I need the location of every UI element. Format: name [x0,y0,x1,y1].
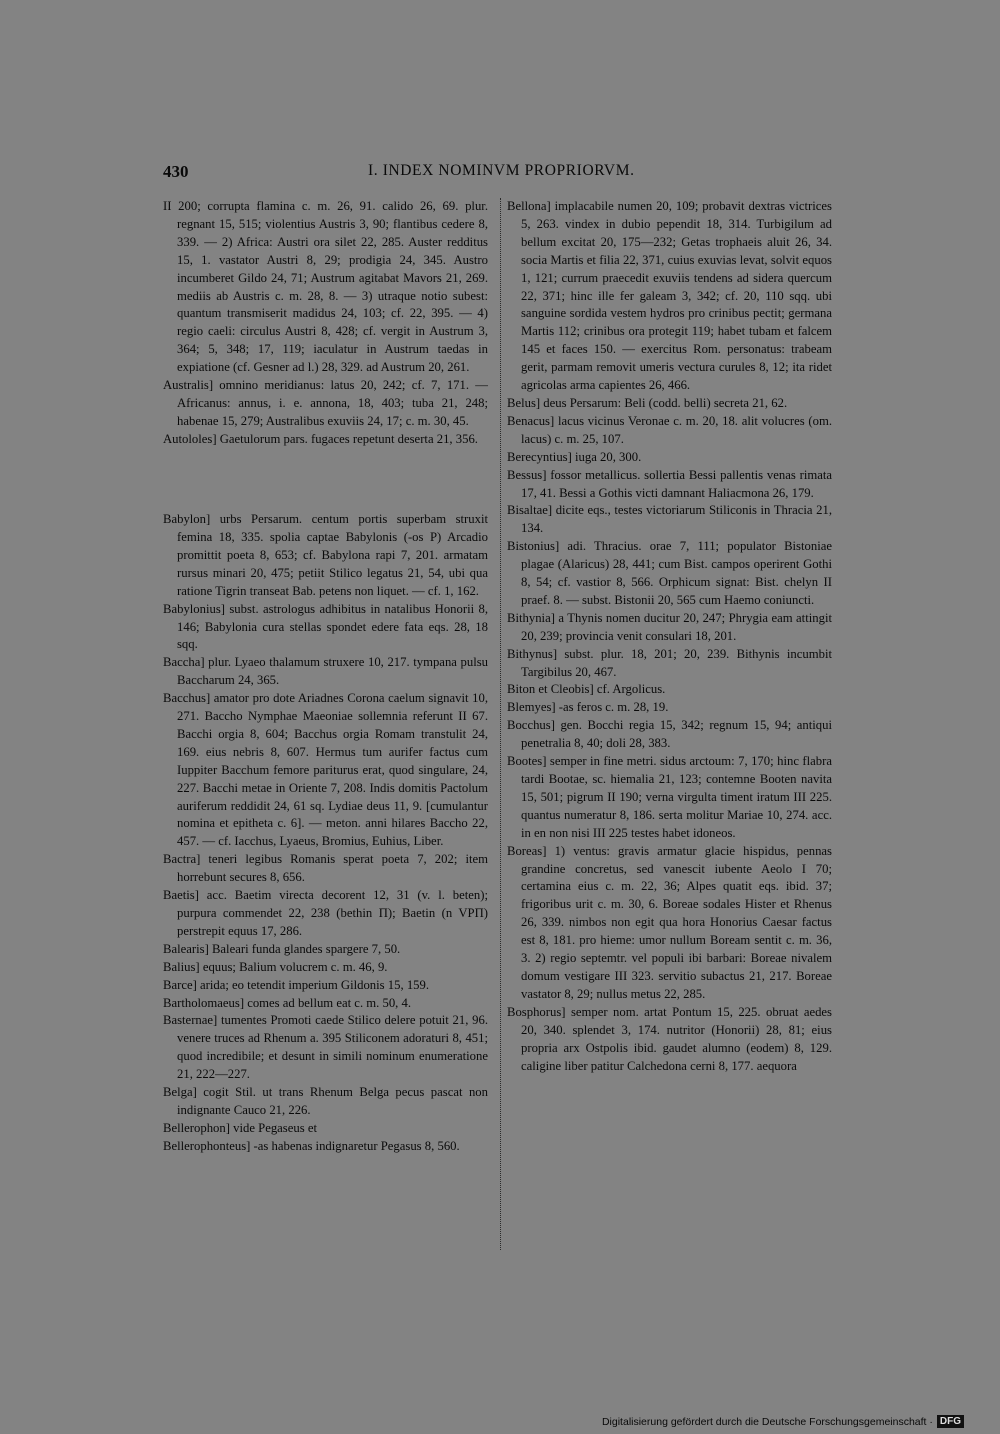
index-entry: Barce] arida; eo tetendit imperium Gildonis 15, 159. [163,977,430,992]
index-entry: Biton et Cleobis] cf. Argolicus. [507,682,666,697]
index-entry: Bosphorus] semper nom. artat Pontum 15, 225. obruat aedes 20, 340. splendet 3, 174. nutritor (Honorii) 28, 81; eius propria arx Ostpolis ibid. gaudet alumno (eodem) 8, 129. caligine liber patitur Calchedona cerni 8, 177. aequora [507,1004,832,1073]
index-entry: Autololes] Gaetulorum pars. fugaces repetunt deserta 21, 356. [163,431,478,446]
index-entry: Babylon] urbs Persarum. centum portis superbam struxit femina 18, 335. spolia captae Babylonis (-os P) Arcadio promittit poeta 8, 653; cf. Babylona rapi 7, 201. armatam rursus minari 20, 475; petiit Stilico legatus 21, 54, ubi qua ratione Tigrin transeat Bab. petens non liquet. — cf. 1, 162. [163,512,488,598]
index-entry: Balius] equus; Balium volucrem c. m. 46, 9. [163,959,388,974]
index-entry: Bactra] teneri legibus Romanis sperat poeta 7, 202; item horrebunt secures 8, 656. [163,852,488,885]
index-entry: Boreas] 1) ventus: gravis armatur glacie hispidus, pennas grandine concretus, sed vanescit iubente Aeolo I 70; certamina eius c. m. 22, 36; Alpes quatit eqs. ibid. 37; frigoribus urit c. m. 30, 6. Boreae sodales Hister et Rhenus 26, 339. nimbos non egit qua hora Honorius Caesar factus est 8, 181. pro hieme: umor nullum Boream sentit c. m. 36, 3. 2) regio septemtr. vel populi ibi barbari: Boreae nivalem domum vestigare III 323. servitio subactus 21, 217. Boreae vastator 8, 29; nullus metus 22, 285. [507,843,832,1001]
index-entry: Blemyes] -as feros c. m. 28, 19. [507,700,669,715]
dfg-logo: DFG [937,1415,964,1428]
index-entry: Belga] cogit Stil. ut trans Rhenum Belga pecus pascat non indignante Cauco 21, 226. [163,1085,488,1117]
right-column [507,198,832,1075]
index-entry: Bellerophonteus] -as habenas indignaretur Pegasus 8, 560. [163,1138,460,1153]
index-entry: Balearis] Baleari funda glandes spargere 7, 50. [163,941,401,956]
index-entry: Bithynia] a Thynis nomen ducitur 20, 247; Phrygia eam attingit 20, 239; provincia venit consulari 18, 201. [507,610,832,643]
index-entry: Baetis] acc. Baetim virecta decorent 12, 31 (v. l. beten); purpura commendet 22, 238 (bethin Π); Baetin (n VPΠ) perstrepit equus 17, 286. [163,888,488,938]
index-entry: Babylonius] subst. astrologus adhibitus in natalibus Honorii 8, 146; Babylonia cura stellas spondet edere fata eqs. 28, 18 sqq. [163,601,488,652]
index-entry: Basternae] tumentes Promoti caede Stilico delere potuit 21, 96. venere truces ad Rhenum a. 395 Stiliconem adoraturi 8, 451; quod incredibile; et desunt in simili nominum enumeratione 21, 222—227. [163,1013,488,1082]
index-entry: Australis] omnino meridianus: latus 20, 242; cf. 7, 171. — Africanus: annus, i. e. annona, 18, 403; tuba 21, 248; habenae 15, 279; Australibus exuviis 24, 17; c. m. 30, 45. [163,378,488,428]
index-entry: Bessus] fossor metallicus. sollertia Bessi pallentis venas rimata 17, 41. Bessi a Gothis victi damnant Haliacmona 26, 179. [507,467,832,500]
index-entry: Berecyntius] iuga 20, 300. [507,449,642,464]
index-entry: Bithynus] subst. plur. 18, 201; 20, 239. Bithynis incumbit Targibilus 20, 467. [507,646,832,679]
index-entry: Bellona] implacabile numen 20, 109; probavit dextras victrices 5, 263. vindex in dubio pependit 18, 314. Turbigilum ad bellum excitat 20, 175—232; Getas trophaeis aluit 26, 34. socia Martis et filia 22, 371, cuius exuvias levat, solvit equos 1, 121; currum praecedit exuviis tendens ad sidera quercum 22, 371; hinc ille fer galeam 3, 342; cf. 20, 110 sqq. ubi sanguine sordida vestem hydros pro crinibus pectit; germana Martis 112; crinibus ora protegit 119; habet tubam et falcem 145 et faces 150. — exercitus Rom. personatus: trabeam gerit, parmam removit umeris vectura curules 8, 12; ita ridet agricolas arma capientes 26, 466. [507,199,832,393]
page-number: 430 [163,162,189,181]
index-entry: Bistonius] adi. Thracius. orae 7, 111; populator Bistoniae plagae (Alaricus) 28, 441; cum Bist. campos operirent Gothi 8, 54; cf. vastior 8, 566. Orphicum signat: Bist. chelyn II praef. 8. — subst. Bistonii 20, 565 cum Haemo coniuncti. [507,539,832,607]
index-entry: Bocchus] gen. Bocchi regia 15, 342; regnum 15, 94; antiqui penetralia 8, 40; doli 28, 383. [507,718,832,751]
left-column [163,198,488,1156]
index-entry: Baccha] plur. Lyaeo thalamum struxere 10, 217. tympana pulsu Baccharum 24, 365. [163,655,488,688]
index-entry: Belus] deus Persarum: Beli (codd. belli) secreta 21, 62. [507,395,788,410]
page-title: I. INDEX NOMINVM PROPRIORVM. [368,162,635,179]
index-entry: Bootes] semper in fine metri. sidus arctoum: 7, 170; hinc flabra tardi Bootae, sc. hiemalia 21, 123; contemne Booten navita 15, 501; pigrum II 190; verna virgulta timent iratum III 225. quantus numeratur 8, 186. serta molitur Mariae 10, 274. acc. in en non nisi III 225 testes habet idoneos. [507,754,832,840]
footer-text: Digitalisierung gefördert durch die Deutsche Forschungsgemeinschaft · [601,1415,933,1428]
index-entry: Bellerophon] vide Pegaseus et [163,1120,317,1135]
index-entry: Bisaltae] dicite eqs., testes victoriarum Stiliconis in Thracia 21, 134. [507,503,832,536]
index-entry: Bacchus] amator pro dote Ariadnes Corona caelum signavit 10, 271. Baccho Nymphae Maeoniae sollemnia referunt II 67. Bacchi orgia 8, 604; Bacchus orgia Romam transtulit 24, 169. eius nebris 8, 607. Hermus tum aurifer factus cum Iuppiter Bacchum femore pariturus erat, quod singulare, 24, 227. Bacchi metae in Oriente 7, 208. Indis domitis Pactolum auriferum reddidit 24, 61 sq. Lydiae deus 11, 9. [cumulantur nomina et epitheta c. 6]. — meton. anni hilares Baccho 22, 457. — cf. Iacchus, Lyaeus, Bromius, Euhius, Liber. [163,691,488,849]
index-entry: II 200; corrupta flamina c. m. 26, 91. calido 26, 69. plur. regnant 15, 515; violentius Austris 3, 90; flantibus cedere 8, 339. — 2) Africa: Austri ora silet 22, 285. Auster redditus 15, 1. vastator Austri 8, 29; prodigia 24, 345. Austro incumberet Gildo 24, 71; Austrum agitabat Mavors 21, 269. mediis ab Austris c. m. 28, 8. — 3) utraque notio subest: quantum transmiserit madidus 24, 103; cf. 22, 395. — 4) regio caeli: circulus Austri 8, 428; cf. vergit in Austrum 3, 364; 5, 348; 17, 119; iaculatur in Austrum taedas in expiatione (cf. Gesner ad l.) 28, 329. ad Austrum 20, 261. [163,199,488,375]
index-entry: Bartholomaeus] comes ad bellum eat c. m. 50, 4. [163,995,412,1010]
footer-credit [602,1415,964,1428]
column-divider [500,198,501,1250]
section-gap [163,461,488,498]
index-entry: Benacus] lacus vicinus Veronae c. m. 20, 18. alit volucres (om. lacus) c. m. 25, 107. [507,413,832,446]
